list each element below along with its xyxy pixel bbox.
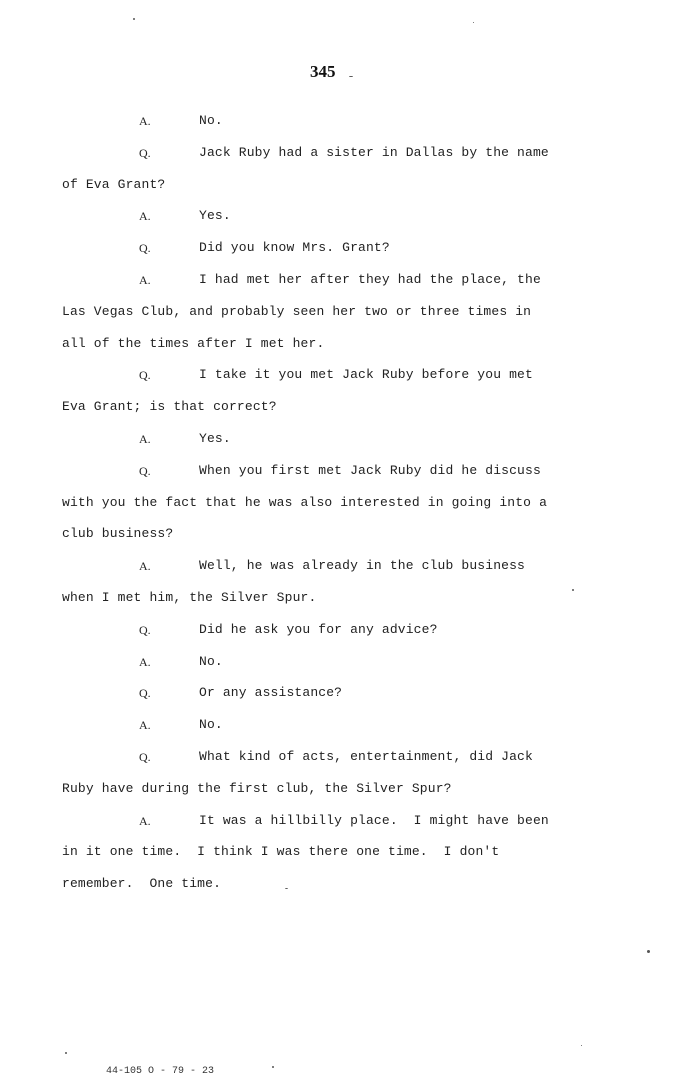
- transcript-line: When you first met Jack Ruby did he discuss: [199, 463, 541, 478]
- transcript-line: Jack Ruby had a sister in Dallas by the name: [199, 145, 549, 160]
- transcript-line: remember. One time.: [62, 876, 222, 891]
- transcript-line: Did you know Mrs. Grant?: [199, 240, 390, 255]
- transcript-line: when I met him, the Silver Spur.: [62, 590, 317, 605]
- transcript-line: It was a hillbilly place. I might have been: [199, 813, 549, 828]
- transcript-line: Or any assistance?: [199, 685, 343, 700]
- scan-speck: [133, 18, 135, 20]
- transcript-line: club business?: [62, 526, 174, 541]
- transcript-line: No.: [199, 654, 223, 669]
- question-label: Q.: [139, 750, 151, 764]
- answer-label: A.: [139, 814, 151, 828]
- scan-speck: [473, 22, 474, 23]
- answer-label: A.: [139, 655, 151, 669]
- transcript-line: of Eva Grant?: [62, 177, 166, 192]
- question-label: Q.: [139, 623, 151, 637]
- transcript-line: with you the fact that he was also interested in going into a: [62, 495, 548, 510]
- page-footer: 44-105 O - 79 - 23: [106, 1066, 215, 1077]
- answer-label: A.: [139, 209, 151, 223]
- transcript-line: Ruby have during the first club, the Silver Spur?: [62, 781, 452, 796]
- question-label: Q.: [139, 241, 151, 255]
- page-number: 345: [310, 62, 336, 81]
- transcript-line: Well, he was already in the club business: [199, 558, 526, 573]
- answer-label: A.: [139, 432, 151, 446]
- transcript-line: No.: [199, 717, 223, 732]
- scan-speck: [581, 1045, 582, 1046]
- transcript-line: I take it you met Jack Ruby before you met: [199, 367, 533, 382]
- transcript-line: I had met her after they had the place, the: [199, 272, 541, 287]
- transcript-line: Did he ask you for any advice?: [199, 622, 438, 637]
- transcript-line: Yes.: [199, 431, 231, 446]
- scan-speck: [272, 1066, 274, 1068]
- scan-speck: [647, 950, 650, 953]
- transcript-line: Yes.: [199, 208, 231, 223]
- transcript-line: in it one time. I think I was there one time. I don't: [62, 844, 500, 859]
- answer-label: A.: [139, 718, 151, 732]
- transcript-line: Las Vegas Club, and probably seen her two or three times in: [62, 304, 532, 319]
- answer-label: A.: [139, 559, 151, 573]
- transcript-line: Eva Grant; is that correct?: [62, 399, 277, 414]
- scan-speck: [349, 76, 353, 77]
- scan-speck: [572, 589, 574, 591]
- question-label: Q.: [139, 464, 151, 478]
- question-label: Q.: [139, 686, 151, 700]
- transcript-line: What kind of acts, entertainment, did Jack: [199, 749, 533, 764]
- scan-speck: [285, 888, 288, 889]
- scan-speck: [65, 1052, 67, 1054]
- transcript-line: No.: [199, 113, 223, 128]
- question-label: Q.: [139, 368, 151, 382]
- transcript-line: all of the times after I met her.: [62, 336, 325, 351]
- question-label: Q.: [139, 146, 151, 160]
- answer-label: A.: [139, 114, 151, 128]
- answer-label: A.: [139, 273, 151, 287]
